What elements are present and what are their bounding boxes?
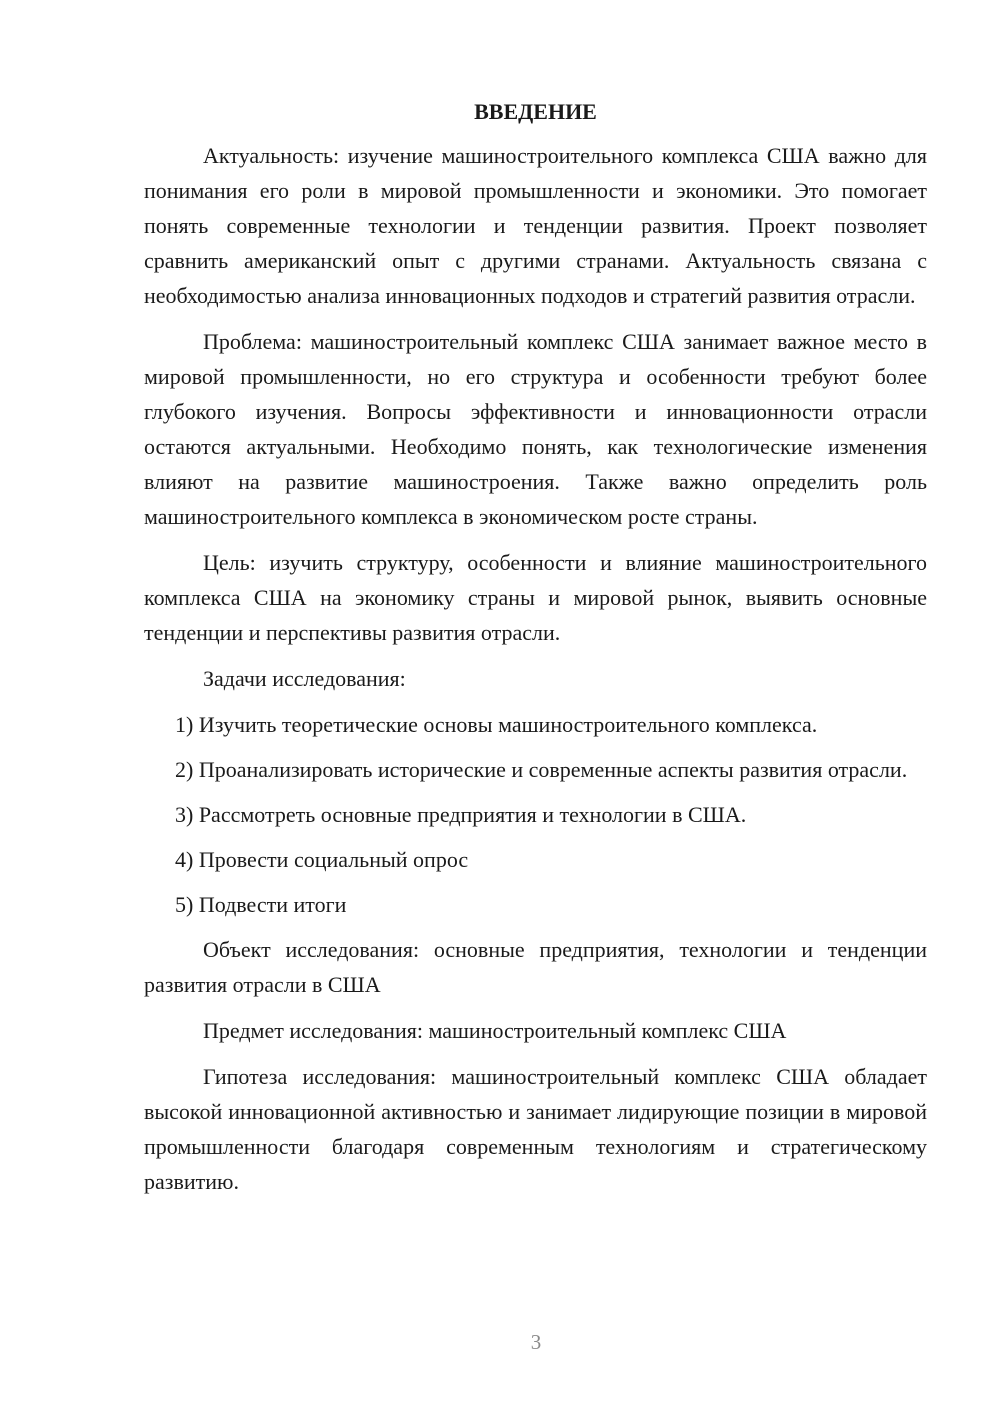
task-item: 4) Провести социальный опрос	[175, 847, 469, 872]
hypothesis-paragraph: Гипотеза исследования: машиностроительный комплекс США обладает высокой инновационной активностью и занимает лидирующие позиции в мировой промышленности благодаря современным технологиям и стратегическому развитию.	[144, 1064, 927, 1194]
page-number: 3	[530, 1330, 542, 1354]
page-content	[144, 94, 927, 1210]
section-heading: ВВЕДЕНИЕ	[474, 99, 597, 124]
subject-paragraph: Предмет исследования: машиностроительный комплекс США	[203, 1018, 787, 1043]
object-paragraph: Объект исследования: основные предприятия, технологии и тенденции развития отрасли в США	[144, 937, 927, 997]
problem-paragraph: Проблема: машиностроительный комплекс США занимает важное место в мировой промышленности, но его структура и особенности требуют более глубокого изучения. Вопросы эффективности и инновационности отрасли остаются актуальными. Необходимо понять, как технологические изменения влияют на развитие машиностроения. Также важно определить роль машиностроительного комплекса в экономическом росте страны.	[144, 329, 927, 529]
goal-paragraph: Цель: изучить структуру, особенности и влияние машиностроительного комплекса США на экономику страны и мировой рынок, выявить основные тенденции и перспективы развития отрасли.	[144, 550, 927, 645]
tasks-title: Задачи исследования:	[203, 666, 406, 691]
relevance-paragraph: Актуальность: изучение машиностроительного комплекса США важно для понимания его роли в мировой промышленности и экономики. Это помогает понять современные технологии и тенденции развития. Проект позволяет сравнить американский опыт с другими странами. Актуальность связана с необходимостью анализа инновационных подходов и стратегий развития отрасли.	[144, 143, 927, 308]
task-item: 5) Подвести итоги	[175, 892, 347, 917]
task-item: 1) Изучить теоретические основы машиностроительного комплекса.	[175, 712, 818, 737]
task-item: 2) Проанализировать исторические и современные аспекты развития отрасли.	[175, 757, 908, 782]
task-item: 3) Рассмотреть основные предприятия и технологии в США.	[175, 802, 747, 827]
